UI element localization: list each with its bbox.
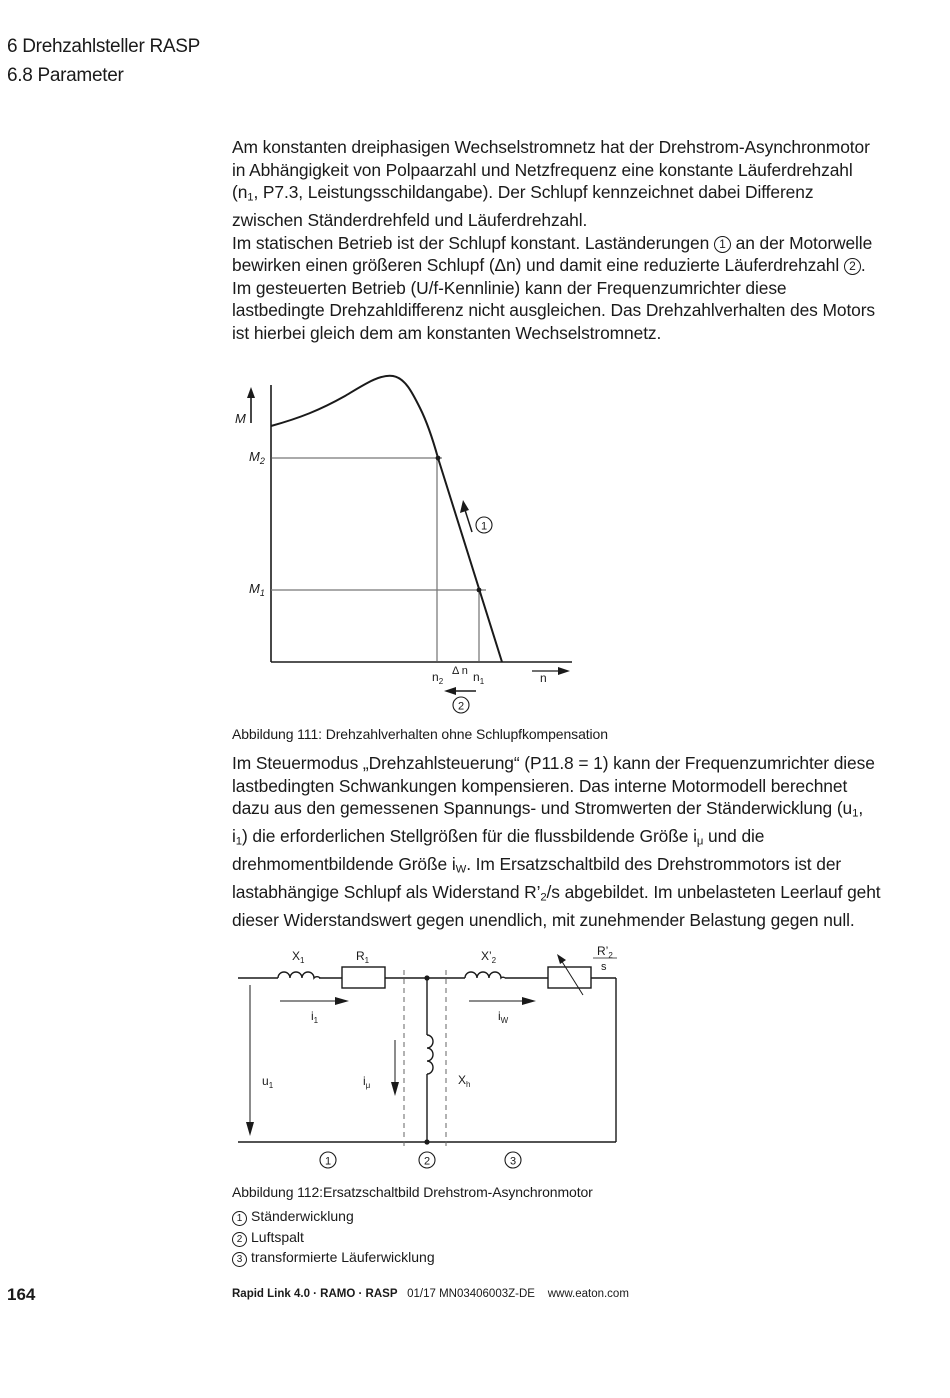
- legend-item: [232, 1227, 435, 1248]
- circled-marker-2: 2: [844, 258, 861, 275]
- region-marker-1: 1: [324, 1155, 332, 1168]
- text-run: Im statischen Betrieb ist der Schlupf konstant. Laständerungen: [232, 232, 714, 253]
- marker-2: 2: [457, 700, 465, 713]
- text-run: /s abgebildet. Im unbelasteten Leerlauf geht dieser Widerstandswert gegen unendlich, mit zunehmender Belastung gegen null.: [232, 881, 881, 930]
- circled-marker: 2: [232, 1232, 247, 1247]
- r1-label: $R_1$: [356, 949, 370, 965]
- subscript: 1: [235, 835, 242, 848]
- i1-label: $i_1$: [311, 1009, 319, 1025]
- website-link[interactable]: www.eaton.com: [547, 1288, 629, 1300]
- footer-info: [232, 1288, 629, 1300]
- text-run: Am konstanten dreiphasigen Wechselstromnetz hat der Drehstrom-Asynchronmotor in Abhängigkeit von Polpaarzahl und Netzfrequenz eine konstante Läuferdrehzahl (n: [232, 137, 870, 203]
- circled-marker-1: 1: [714, 236, 731, 253]
- n2-label: $n_2$: [432, 670, 444, 686]
- subscript: 1: [852, 807, 859, 820]
- figure-112-caption: Abbildung 112:Ersatzschaltbild Drehstrom-Asynchronmotor: [232, 1184, 593, 1200]
- subscript: W: [455, 863, 467, 876]
- r2-denominator: s: [601, 961, 607, 973]
- x1-label: $X_1$: [292, 949, 305, 965]
- x-axis-label: n: [540, 671, 547, 685]
- page-number: 164: [7, 1285, 36, 1304]
- text-run: und die drehmomentbildende Größe i: [232, 826, 765, 874]
- x2-label: $X’_2$: [481, 949, 497, 965]
- text-run: , P7.3, Leistungsschildangabe). Der Schlupf kennzeichnet dabei Differenz zwischen Ständerdrehfeld und Läuferdrehzahl.: [232, 182, 814, 231]
- text-run: Im Steuermodus „Drehzahlsteuerung“ (P11.8 = 1) kann der Frequenzumrichter diese lastbedingten Schwankungen kompensieren. Das interne Motormodell berechnet dazu aus den gemessenen Spannungs- und Stromwerten der Ständerwicklung (u: [232, 753, 875, 819]
- text-run: ) die erforderlichen Stellgrößen für die flussbildende Größe i: [241, 826, 697, 847]
- legend-item: [232, 1206, 435, 1227]
- n1-label: $n_1$: [473, 670, 485, 686]
- circled-marker: 3: [232, 1252, 247, 1267]
- equivalent-circuit-diagram: [225, 935, 635, 1180]
- document-id: 01/17 MN03406003Z-DE: [407, 1288, 535, 1300]
- imu-label: $i_\mu$: [363, 1074, 371, 1090]
- text-run: . Im gesteuerten Betrieb (U/f-Kennlinie) kann der Frequenzumrichter diese lastbedingte Drehzahldifferenz nicht ausgleichen. Das Drehzahlverhalten des Motors ist hierbei gleich dem am konstanten Wechselstromnetz.: [232, 255, 876, 343]
- r2-numerator: $R’_2$: [597, 944, 613, 960]
- subscript: 1: [247, 191, 254, 204]
- subscript: 2: [540, 890, 547, 903]
- product-name: Rapid Link 4.0 · RAMO · RASP: [232, 1288, 398, 1300]
- legend-text: transformierte Läuferwicklung: [251, 1249, 435, 1265]
- iw-label: $i_W$: [498, 1009, 509, 1025]
- paragraph-speed-control: [232, 752, 882, 931]
- m2-label: $M_2$: [249, 449, 265, 466]
- subscript: μ: [696, 835, 704, 848]
- legend-text: Luftspalt: [251, 1228, 304, 1245]
- legend-item: [232, 1247, 435, 1268]
- y-axis-label: M: [235, 411, 246, 426]
- m1-label: $M_1$: [249, 581, 265, 598]
- xh-label: $X_h$: [458, 1073, 471, 1089]
- section-title: 6.8 Parameter: [7, 65, 124, 86]
- u1-label: $u_1$: [262, 1074, 274, 1090]
- region-marker-3: 3: [509, 1155, 517, 1168]
- torque-speed-diagram: [225, 370, 585, 720]
- figure-112-legend: [232, 1206, 435, 1268]
- circled-marker: 1: [232, 1211, 247, 1226]
- region-marker-2: 2: [423, 1155, 431, 1168]
- legend-text: Ständerwicklung: [251, 1208, 354, 1224]
- figure-111-caption: Abbildung 111: Drehzahlverhalten ohne Schlupfkompensation: [232, 726, 608, 742]
- text-run: , i: [232, 798, 864, 847]
- marker-1: 1: [480, 520, 488, 533]
- chapter-title: 6 Drehzahlsteller RASP: [7, 36, 200, 57]
- text-run: an der Motorwelle bewirken einen größeren Schlupf (Δn) und damit eine reduzierte Läuferdrehzahl: [232, 232, 873, 276]
- delta-n-label: Δ n: [452, 665, 468, 677]
- paragraph-intro: [232, 136, 882, 345]
- text-run: . Im Ersatzschaltbild des Drehstrommotors ist der lastabhängige Schlupf als Widerstand R’: [232, 853, 842, 902]
